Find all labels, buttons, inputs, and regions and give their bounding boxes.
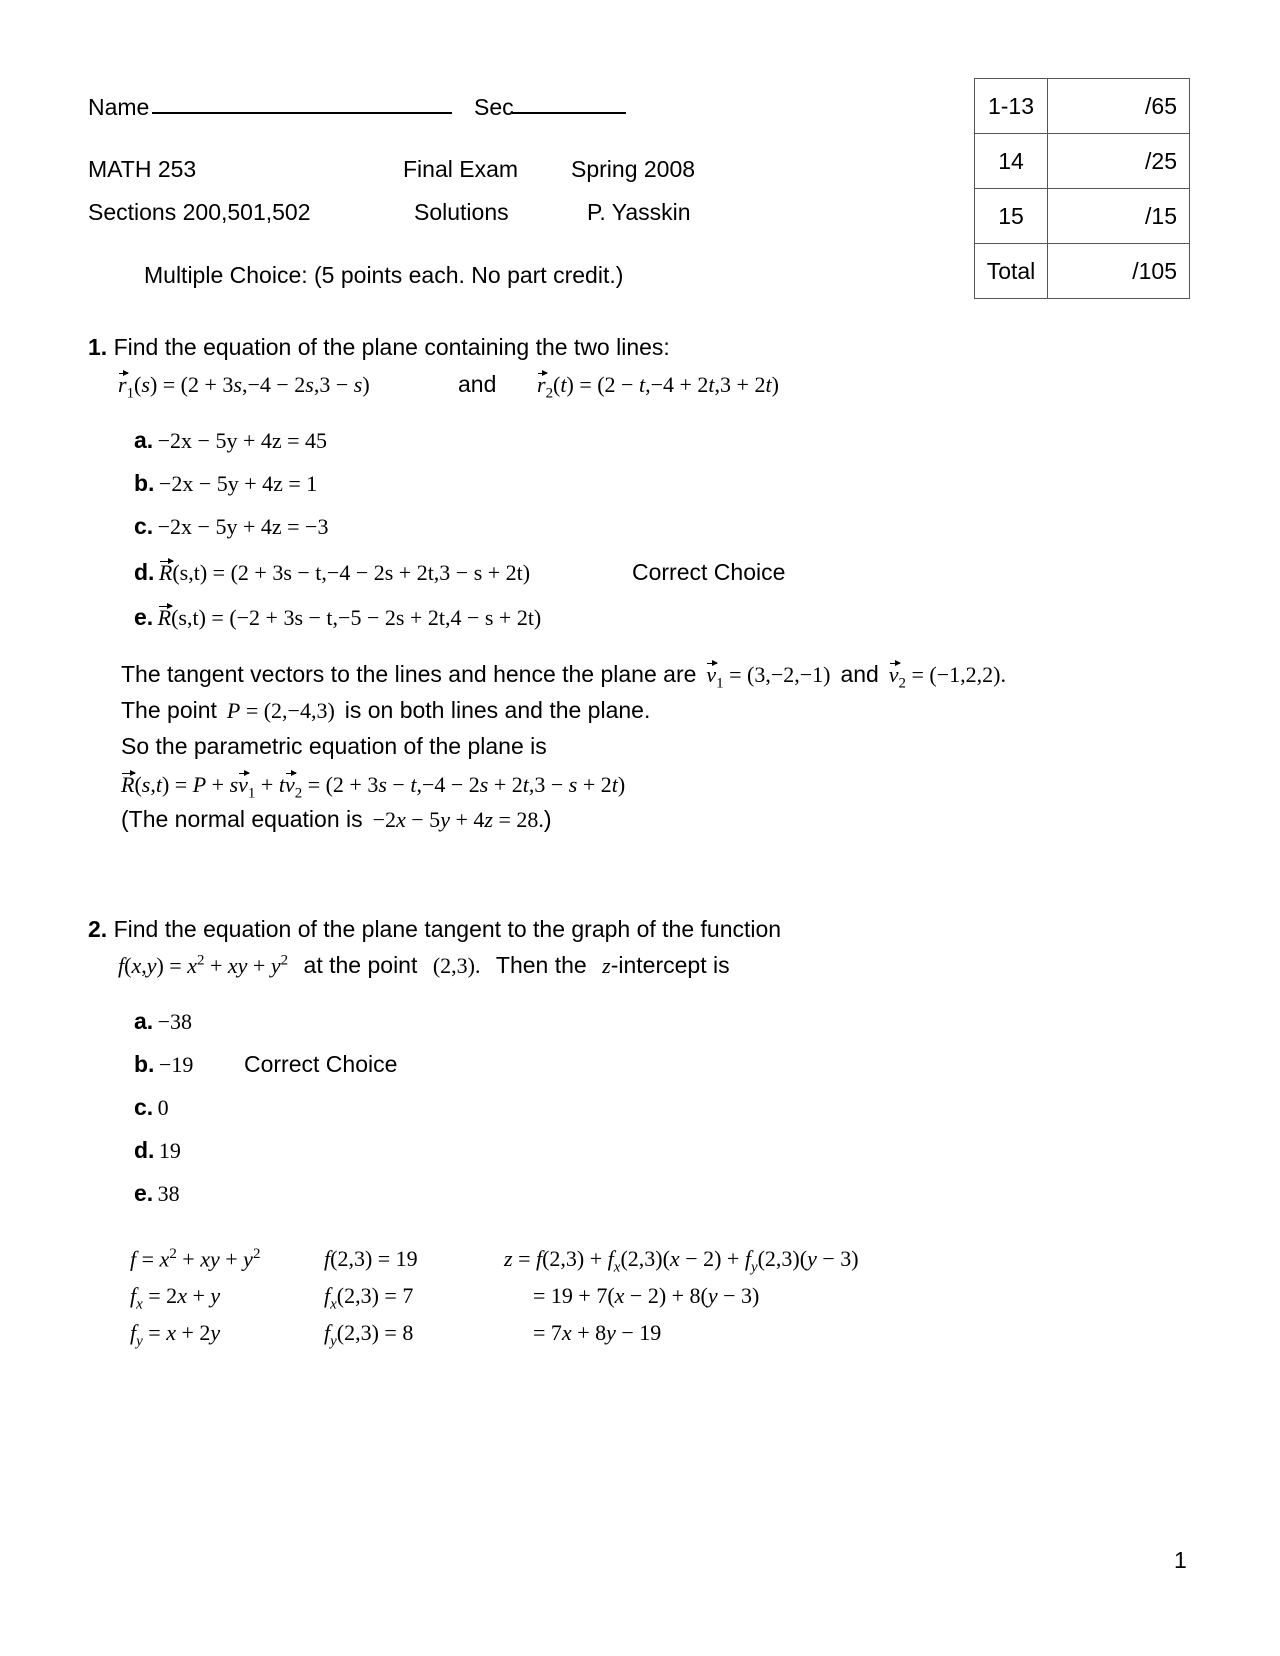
option-letter: b.	[134, 470, 155, 496]
q1-option-b	[134, 470, 317, 497]
vector-r-symbol: R	[157, 605, 172, 630]
option-text: 0	[157, 1095, 169, 1120]
exam-title: Final Exam	[403, 156, 519, 182]
option-letter: e.	[134, 604, 154, 630]
q2-prompt-text: Find the equation of the plane tangent to the graph of the function	[113, 916, 782, 942]
q1-line2-equation: $r_2(t) = (2 - t,-4 + 2t,3 + 2t)$	[537, 372, 779, 402]
option-text: −19	[158, 1052, 194, 1077]
option-letter: a.	[134, 1008, 154, 1034]
q1-solution-line5: (The normal equation is −2x − 5y + 4z = 28.)	[121, 806, 552, 832]
score-row-label: 14	[975, 134, 1048, 189]
option-text: −2x − 5y + 4z = 1	[158, 471, 318, 496]
q1-and: and	[458, 371, 497, 397]
q2-work-fy: $f_y = x + 2y$	[130, 1320, 221, 1350]
option-text: −2x − 5y + 4z = 45	[157, 428, 328, 453]
score-table	[974, 78, 1190, 299]
q2-option-b	[134, 1051, 193, 1078]
score-row-points: /105	[1048, 244, 1190, 299]
q1-solution-line4: $R(s,t) = P + sv_1 + tv_2 = (2 + 3s - t,-4 - 2s + 2t,3 - s + 2t)$	[121, 772, 626, 802]
q1-prompt	[88, 334, 670, 361]
q1-solution-line2: The point P = (2,−4,3) is on both lines and the plane.	[121, 697, 651, 723]
sec-label: Sec	[474, 94, 514, 120]
q2-work-tangent-plane: $z = f(2,3) + f_x(2,3)(x - 2) + f_y(2,3)(y - 3)$	[504, 1246, 859, 1276]
option-text: (s,t) = (2 + 3s − t,−4 − 2s + 2t,3 − s + 2t)	[172, 560, 531, 585]
q1-line1-equation: $r_1(s) = (2 + 3s,-4 - 2s,3 - s)$	[118, 372, 370, 402]
q2-work-simplified: = 7x + 8y − 19	[533, 1320, 662, 1345]
score-row-label: Total	[975, 244, 1048, 299]
q2-number: 2.	[88, 916, 108, 942]
q1-solution-line3: So the parametric equation of the plane is	[121, 733, 547, 759]
q2-work-fx: $f_x = 2x + y$	[130, 1283, 221, 1313]
option-letter: d.	[134, 1137, 155, 1163]
q1-option-a	[134, 427, 327, 454]
option-letter: c.	[134, 513, 154, 539]
option-text: 38	[157, 1181, 180, 1206]
option-letter: d.	[134, 559, 155, 585]
q2-option-d	[134, 1137, 181, 1164]
page-number: 1	[1174, 1547, 1187, 1573]
q1-option-d	[134, 559, 530, 586]
name-label: Name	[88, 94, 150, 120]
score-row-points: /15	[1048, 189, 1190, 244]
score-row-points: /65	[1048, 79, 1190, 134]
exam-term: Spring 2008	[571, 156, 696, 182]
q2-work-f-value: f(2,3) = 19	[324, 1246, 418, 1271]
option-letter: b.	[134, 1051, 155, 1077]
option-text: −38	[157, 1009, 193, 1034]
q2-correct-choice: Correct Choice	[244, 1051, 398, 1077]
solutions-label: Solutions	[414, 199, 509, 225]
instructor-name: P. Yasskin	[587, 199, 691, 225]
score-row-points: /25	[1048, 134, 1190, 189]
option-letter: c.	[134, 1094, 154, 1120]
course-title: MATH 253	[88, 156, 197, 182]
q2-work-fy-value: $f_y(2,3) = 8$	[324, 1320, 414, 1350]
vector-r-symbol: R	[158, 560, 173, 585]
score-row-label: 1-13	[975, 79, 1048, 134]
option-text: (s,t) = (−2 + 3s − t,−5 − 2s + 2t,4 − s + 2t)	[171, 605, 542, 630]
q2-option-a	[134, 1008, 192, 1035]
score-row	[975, 244, 1190, 299]
q2-option-e	[134, 1180, 180, 1207]
q1-solution-line1: The tangent vectors to the lines and hence the plane are $v_1 = (3,-2,-1)$ and $v_2 = (-1,2,2)$.	[121, 661, 1006, 692]
option-text: 19	[158, 1138, 181, 1163]
option-text: −2x − 5y + 4z = −3	[157, 514, 329, 539]
q2-work-substituted: = 19 + 7(x − 2) + 8(y − 3)	[533, 1283, 760, 1308]
q1-option-c	[134, 513, 328, 540]
multiple-choice-note: Multiple Choice: (5 points each. No part credit.)	[144, 262, 624, 288]
q1-prompt-text: Find the equation of the plane containing the two lines:	[113, 334, 670, 360]
q2-option-c	[134, 1094, 169, 1121]
q1-correct-choice: Correct Choice	[632, 559, 786, 585]
q2-function-line: $f(x,y) = x^2$ + xy + $y^2$ at the point (2,3). Then the z-intercept is	[118, 952, 730, 978]
option-letter: e.	[134, 1180, 154, 1206]
q1-option-e	[134, 604, 541, 631]
q2-work-fx-value: $f_x(2,3) = 7$	[324, 1283, 414, 1313]
score-row-label: 15	[975, 189, 1048, 244]
name-underline	[152, 112, 452, 114]
score-row	[975, 79, 1190, 134]
option-letter: a.	[134, 427, 154, 453]
score-row	[975, 189, 1190, 244]
score-row	[975, 134, 1190, 189]
sections-label: Sections 200,501,502	[88, 199, 311, 225]
q1-number: 1.	[88, 334, 108, 360]
q2-prompt	[88, 916, 781, 943]
q2-work-f: $f = x^2$ + xy + $y^2$	[130, 1246, 261, 1272]
sec-underline	[512, 112, 626, 114]
